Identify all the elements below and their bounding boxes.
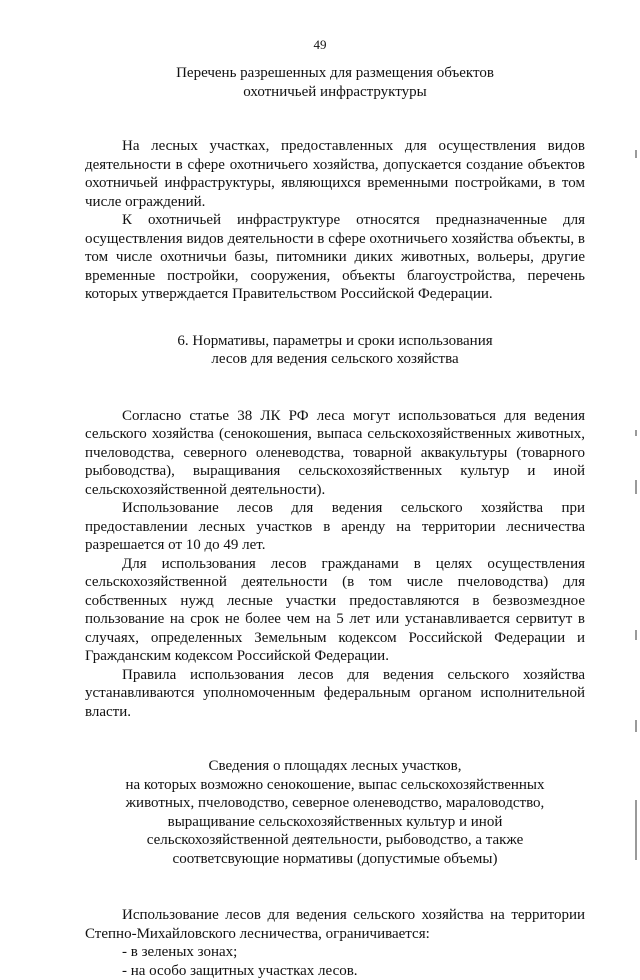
heading-line: 6. Нормативы, параметры и сроки использования (85, 332, 585, 351)
heading-line: охотничьей инфраструктуры (85, 83, 585, 102)
scan-mark (635, 480, 637, 494)
paragraph: На лесных участках, предоставленных для осуществления видов деятельности в сфере охотничьего хозяйства, допускается создание объектов охотничьей инфраструктуры, являющихся временными постройками, в том числе ограждений. (85, 137, 585, 211)
document-body (85, 64, 585, 980)
scan-edge-marks (633, 110, 637, 870)
scan-mark (635, 150, 637, 158)
paragraph: Правила использования лесов для ведения сельского хозяйства устанавливаются уполномоченным федеральным органом исполнительной власти. (85, 666, 585, 722)
paragraph: Использование лесов для ведения сельского хозяйства при предоставлении лесных участков в аренду на территории лесничества разрешается от 10 до 49 лет. (85, 499, 585, 555)
paragraph: Использование лесов для ведения сельского хозяйства на территории Степно-Михайловского лесничества, ограничивается: (85, 906, 585, 943)
heading-line: животных, пчеловодство, северное оленеводство, мараловодство, (85, 794, 585, 813)
heading-line: на которых возможно сенокошение, выпас сельскохозяйственных (85, 776, 585, 795)
heading-line: лесов для ведения сельского хозяйства (85, 350, 585, 369)
paragraph: К охотничьей инфраструктуре относятся предназначенные для осуществления видов деятельности в сфере охотничьего хозяйства объекты, в том числе охотничьи базы, питомники диких животных, вольеры, другие временные постройки, сооружения, объекты благоустройства, перечень которых утверждается Правительством Российской Федерации. (85, 211, 585, 304)
scan-mark (635, 430, 637, 436)
scan-mark (635, 720, 637, 732)
heading-line: соответсвующие нормативы (допустимые объемы) (85, 850, 585, 869)
list-item: - в зеленых зонах; (85, 943, 585, 962)
scan-mark (635, 800, 637, 860)
paragraph: Для использования лесов гражданами в целях осуществления сельскохозяйственной деятельности (в том числе пчеловодства) для собственных нужд лесные участки предоставляются в безвозмездное пользование на срок не более чем на 5 лет или устанавливается сервитут в случаях, определенных Земельным кодексом Российской Федерации и Гражданским кодексом Российской Федерации. (85, 555, 585, 666)
heading-line: Сведения о площадях лесных участков, (85, 757, 585, 776)
section-areas-heading (85, 757, 585, 868)
list-item: - на особо защитных участках лесов. (85, 962, 585, 980)
heading-line: сельскохозяйственной деятельности, рыбоводство, а также (85, 831, 585, 850)
heading-line: Перечень разрешенных для размещения объектов (85, 64, 585, 83)
heading-line: выращивание сельскохозяйственных культур и иной (85, 813, 585, 832)
paragraph: Согласно статье 38 ЛК РФ леса могут использоваться для ведения сельского хозяйства (сенокошения, выпаса сельскохозяйственных животных, пчеловодства, северного оленеводства, товарной аквакультуры (товарного рыбоводства), выращивания сельскохозяйственных культур и иной сельскохозяйственной деятельности). (85, 407, 585, 500)
scan-mark (635, 630, 637, 640)
page-number: 49 (0, 37, 640, 53)
section-6-heading (85, 332, 585, 369)
section-hunting-heading (85, 64, 585, 101)
